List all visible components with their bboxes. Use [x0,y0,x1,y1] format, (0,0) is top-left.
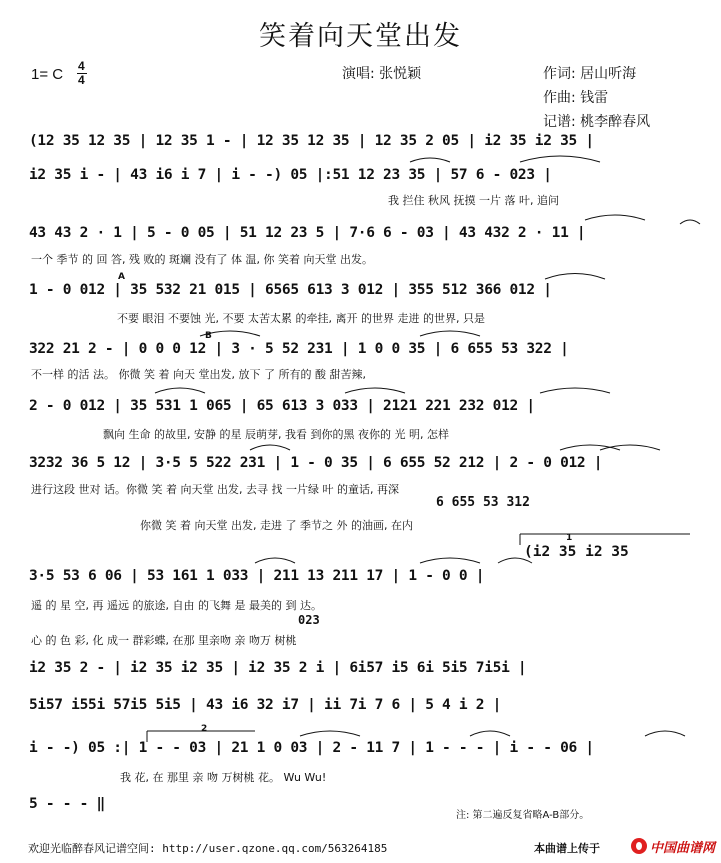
marker-a: A [118,272,125,282]
lyrics-second-verse: 心 的 色 彩, 化 成一 群彩蝶, 在那 里亲吻 亲 吻万 树桃 [31,634,297,647]
notation: 3·5 53 6 06 | 53 161 1 033 | 211 13 211 17 | 1 - 0 0 | [29,568,485,584]
notation: i2 35 2 - | i2 35 i2 35 | i2 35 2 i | 6i57 i5 6i 5i5 7i5i | [29,660,527,676]
notation: 1 - 0 012 | 35 532 21 015 | 6565 613 3 012 | 355 512 366 012 | [29,282,552,298]
slur [420,558,480,563]
score-line-8 [0,568,721,647]
score-line-9 [0,660,721,696]
notation: 2 - 0 012 | 35 531 1 065 | 65 613 3 033 | 2121 221 232 012 | [29,398,535,414]
lyricist-credit: 作词: 居山听海 [543,66,637,82]
score-line-11 [0,740,721,784]
lyrics: 一个 季节 的 回 答, 残 败的 斑斓 没有了 体 温, 你 笑着 向天堂 出发。 [31,253,373,266]
singer-credit: 演唱: 张悦颖 [342,66,422,82]
alternate-notes: 023 [298,613,320,627]
performance-note: 注: 第二遍反复省略A-B部分。 [456,810,590,821]
transcriber-credit: 记谱: 桃李醉春风 [543,114,651,130]
logo-icon [631,838,647,854]
site-logo[interactable] [631,837,715,855]
notation: i - -) 05 :| 1 - - 03 | 21 1 0 03 | 2 - 11 7 | 1 - - - | i - - 06 | [29,740,594,756]
lyrics: 不要 眼泪 不要蚀 光, 不要 太苦太累 的牵挂, 离开 的世界 走进 的世界, 只是 [117,312,485,325]
slur [585,215,645,220]
slur [420,331,480,336]
score-line-10 [0,697,721,733]
slur [680,220,700,224]
lyrics: 我 拦住 秋风 抚摸 一片 落 叶, 追问 [388,194,559,207]
notation: (12 35 12 35 | 12 35 1 - | 12 35 12 35 | 12 35 2 05 | i2 35 i2 35 | [29,133,594,149]
notation: 3232 36 5 12 | 3·5 5 522 231 | 1 - 0 35 | 6 655 52 212 | 2 - 0 012 | [29,455,603,471]
slur [155,388,205,393]
time-signature-top: 4 [78,59,85,73]
uploaded-label: 本曲谱上传于 [534,842,600,855]
intro-reprise: (i2 35 i2 35 [524,544,629,560]
lyrics: 遥 的 星 空, 再 遥远 的旅途, 自由 的飞舞 是 最美的 到 达。 [31,599,322,612]
logo-text: 中国曲谱网 [650,841,716,856]
slur [250,445,290,450]
volta-2-label: 2 [201,724,208,734]
slur [540,388,610,393]
volta-1-label: 1 [566,533,573,543]
notation: 43 43 2 · 1 | 5 - 0 05 | 51 12 23 5 | 7·6 6 - 03 | 43 432 2 · 11 | [29,225,586,241]
score-line-7 [0,455,721,532]
score-line-6 [0,398,721,441]
score-line-5 [0,331,721,381]
slur [345,388,405,393]
score-line-12 [0,796,721,832]
score-line-3 [0,225,721,266]
lyrics: 我 花, 在 那里 亲 吻 万树桃 花。 Wu Wu! [120,771,327,784]
alternate-melody: 6 655 53 312 [436,495,530,510]
slur [255,558,295,563]
marker-b: B [205,331,212,341]
song-title: 笑着向天堂出发 [259,21,462,52]
lyrics: 飘向 生命 的故里, 安静 的星 辰萌芽, 我看 到你的黑 夜你的 光 明, 怎样 [103,428,449,441]
lyrics-second-verse: 你微 笑 着 向天堂 出发, 走进 了 季节之 外 的油画, 在内 [140,519,413,532]
score-line-2 [0,167,721,207]
score-line-4 [0,272,721,325]
notation: 5i57 i55i 57i5 5i5 | 43 i6 32 i7 | ii 7i 7 6 | 5 4 i 2 | [29,697,502,713]
composer-credit: 作曲: 钱雷 [543,90,609,106]
slur [545,274,605,280]
notation: i2 35 i - | 43 i6 i 7 | i - -) 05 |:51 12 23 35 | 57 6 - 023 | [29,167,552,183]
lyrics: 进行这段 世对 话。你微 笑 着 向天堂 出发, 去寻 找 一片绿 叶 的童话, 再深 [31,483,399,496]
notation: 5 - - - ‖ [29,796,105,812]
score-line-1 [0,133,721,169]
welcome-footer: 欢迎光临醉春风记谱空间: http://user.qzone.qq.com/563264185 [28,842,388,855]
lyrics: 不一样 的活 法。 你微 笑 着 向天 堂出发, 放下 了 所有的 酸 甜苦辣, [31,368,366,381]
slur [560,445,620,450]
time-signature-bottom: 4 [78,73,85,87]
slur [600,445,660,450]
key-signature: 1= C [31,66,64,83]
notation: 322 21 2 - | 0 0 0 12 | 3 · 5 52 231 | 1 0 0 35 | 6 655 53 322 | [29,341,569,357]
